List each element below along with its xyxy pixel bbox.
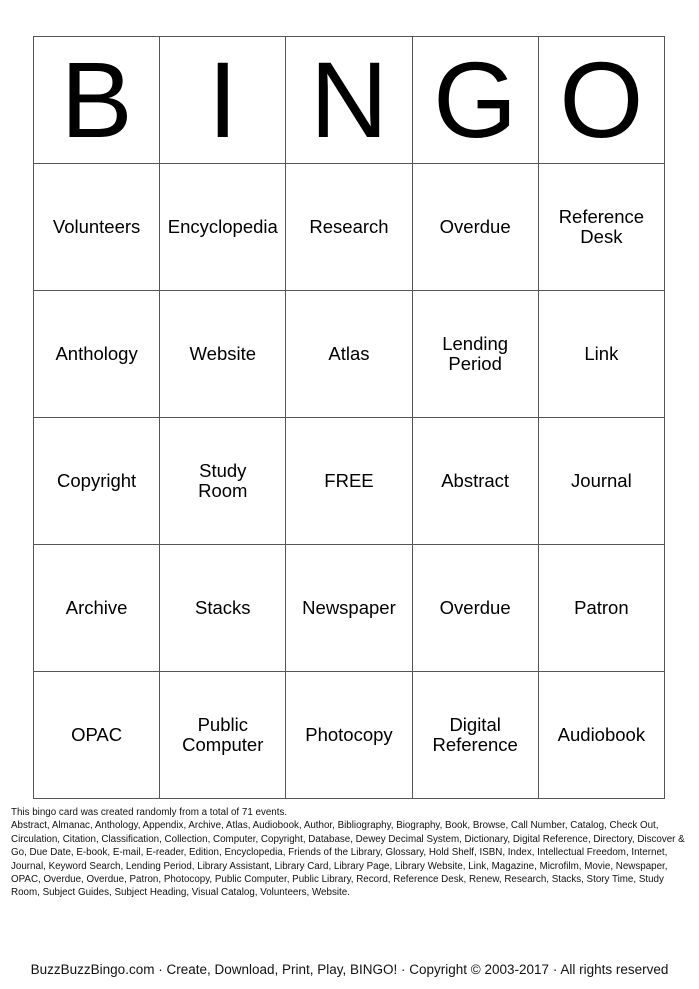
cell-label: Link xyxy=(584,343,619,364)
cell-label: Photocopy xyxy=(305,724,393,745)
cell-label: Research xyxy=(309,216,389,237)
cell-label: Volunteers xyxy=(52,216,141,237)
bingo-row xyxy=(34,164,665,291)
cell-label: Journal xyxy=(571,470,632,491)
cell-label: Patron xyxy=(574,597,629,618)
bingo-cell xyxy=(538,164,664,291)
bingo-cell xyxy=(286,164,412,291)
bingo-cell xyxy=(34,545,160,672)
bingo-cell xyxy=(34,672,160,799)
bingo-cell xyxy=(34,291,160,418)
free-space-label: FREE xyxy=(324,470,374,491)
cell-label: Stacks xyxy=(195,597,251,618)
cell-label: Reference Desk xyxy=(558,206,645,247)
bingo-cell xyxy=(286,291,412,418)
cell-label: Abstract xyxy=(441,470,510,491)
bingo-cell xyxy=(538,291,664,418)
cell-label: Atlas xyxy=(328,343,370,364)
bingo-cell xyxy=(160,164,286,291)
header-letter-n: N xyxy=(286,37,412,164)
card-info xyxy=(11,806,691,900)
bingo-cell xyxy=(412,545,538,672)
header-letter-i: I xyxy=(160,37,286,164)
bingo-cell xyxy=(412,291,538,418)
cell-label: Anthology xyxy=(55,343,138,364)
cell-label: Copyright xyxy=(57,470,137,491)
bingo-cell xyxy=(412,418,538,545)
bingo-card xyxy=(33,36,665,799)
bingo-cell xyxy=(160,291,286,418)
bingo-cell xyxy=(34,418,160,545)
bingo-row xyxy=(34,545,665,672)
cell-label: Encyclopedia xyxy=(167,216,278,237)
cell-label: Lending Period xyxy=(442,333,509,374)
bingo-cell xyxy=(412,164,538,291)
cell-label: Overdue xyxy=(439,216,511,237)
cell-label: Public Computer xyxy=(182,714,264,755)
cell-label: Overdue xyxy=(439,597,511,618)
bingo-cell xyxy=(160,672,286,799)
bingo-cell xyxy=(538,418,664,545)
bingo-cell xyxy=(34,164,160,291)
cell-label: OPAC xyxy=(71,724,123,745)
cell-label: Archive xyxy=(65,597,128,618)
cell-label: Newspaper xyxy=(302,597,396,618)
bingo-row xyxy=(34,291,665,418)
bingo-cell xyxy=(538,545,664,672)
bingo-row xyxy=(34,672,665,799)
cell-label: Study Room xyxy=(198,460,248,501)
bingo-row xyxy=(34,418,665,545)
card-summary: This bingo card was created randomly from a total of 71 events. xyxy=(11,807,288,818)
bingo-cell xyxy=(286,672,412,799)
cell-label: Website xyxy=(189,343,257,364)
bingo-header-row xyxy=(34,37,665,164)
header-letter-o: O xyxy=(538,37,664,164)
free-space-cell xyxy=(286,418,412,545)
bingo-cell xyxy=(538,672,664,799)
header-letter-g: G xyxy=(412,37,538,164)
site-footer: BuzzBuzzBingo.com · Create, Download, Print, Play, BINGO! · Copyright © 2003-2017 · All rights reserved xyxy=(30,962,669,977)
cell-label: Digital Reference xyxy=(432,714,518,755)
header-letter-b: B xyxy=(34,37,160,164)
cell-label: Audiobook xyxy=(557,724,646,745)
bingo-cell xyxy=(160,418,286,545)
bingo-cell xyxy=(160,545,286,672)
bingo-cell xyxy=(412,672,538,799)
bingo-cell xyxy=(286,545,412,672)
event-list: Abstract, Almanac, Anthology, Appendix, Archive, Atlas, Audiobook, Author, Bibliography, Biography, Book, Browse, Call Number, Catalog, Check Out, Circulation, Citation, Classification, Collection, Computer, Copyright, Database, Dewey Decimal System, Dictionary, Digital Reference, Directory, Discover & Go, Due Date, E-book, E-mail, E-reader, Edition, Encyclopedia, Friends of the Library, Glossary, Hold Shelf, ISBN, Index, Intellectual Freedom, Internet, Journal, Keyword Search, Lending Period, Library Assistant, Library Card, Library Page, Library Website, Link, Magazine, Microfilm, Movie, Newspaper, OPAC, Overdue, Overdue, Patron, Photocopy, Public Computer, Public Library, Record, Reference Desk, Renew, Research, Stacks, Story Time, Study Room, Subject Guides, Subject Heading, Visual Catalog, Volunteers, Website. xyxy=(11,820,685,899)
